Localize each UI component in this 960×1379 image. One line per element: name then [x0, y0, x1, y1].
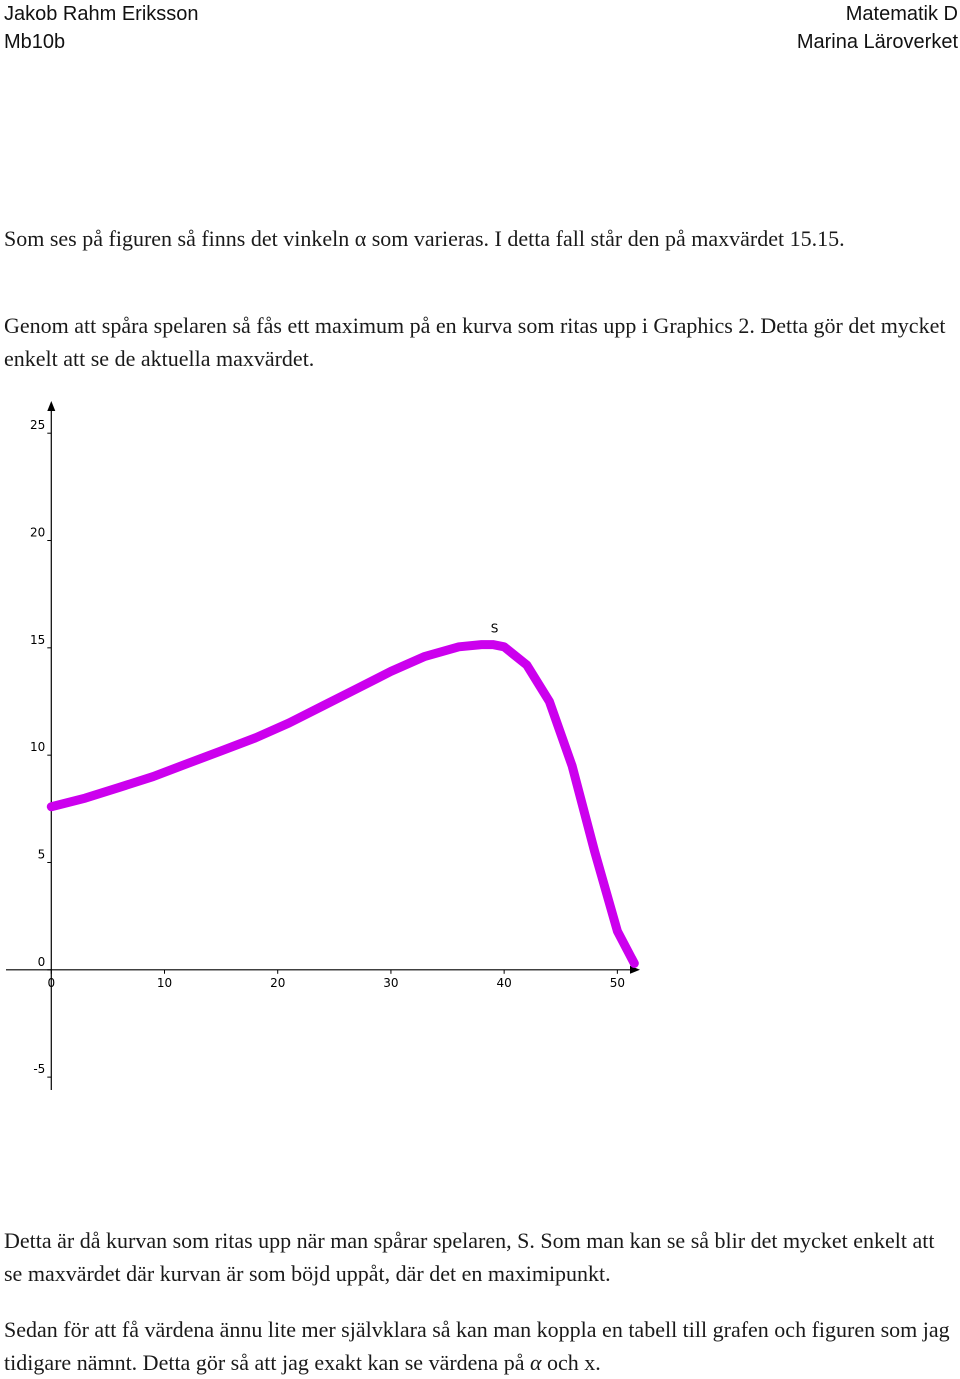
trace-curve	[51, 645, 634, 964]
school-name: Marina Läroverket	[796, 31, 958, 53]
y-tick-label: 15	[30, 632, 46, 647]
y-axis-arrow	[47, 401, 55, 411]
y-tick-label: -5	[33, 1062, 46, 1077]
x-tick-label: 0	[47, 975, 56, 990]
y-tick-label: 5	[37, 847, 46, 862]
x-tick-label: 20	[270, 975, 286, 990]
trace-chart	[0, 395, 645, 1095]
paragraph-table	[4, 1313, 954, 1379]
y-tick-label: 0	[37, 954, 46, 969]
alpha-symbol: α	[529, 1350, 542, 1375]
x-tick-label: 30	[383, 975, 399, 990]
course-name: Matematik D	[845, 3, 958, 25]
y-tick-label: 10	[30, 740, 46, 755]
y-tick-label: 25	[30, 418, 46, 433]
author-name: Jakob Rahm Eriksson	[4, 3, 199, 25]
y-tick-label: 20	[30, 525, 46, 540]
x-tick-label: 40	[496, 975, 512, 990]
chart-axes	[6, 401, 640, 1090]
point-label-s: S	[490, 621, 499, 636]
class-name: Mb10b	[4, 31, 66, 53]
paragraph-curve: Detta är då kurvan som ritas upp när man spårar spelaren, S. Som man kan se så blir det mycket enkelt att se maxvärdet där kurvan är som böjd uppåt, där det en maximipunkt.	[4, 1228, 935, 1286]
header-right	[797, 0, 958, 56]
p4-text-end: och x.	[541, 1350, 601, 1375]
x-ticks	[47, 970, 625, 990]
paragraph-tracing: Genom att spåra spelaren så fås ett maximum på en kurva som ritas upp i Graphics 2. Detta gör det mycket enkelt att se de aktuella maxvärdet.	[4, 313, 946, 371]
x-tick-label: 50	[609, 975, 625, 990]
p4-text-start: Sedan för att få värdena ännu lite mer självklara så kan man koppla en tabell till grafen och figuren som jag tidigare nämnt. Detta gör så att jag exakt kan se värdena på	[4, 1317, 950, 1375]
paragraph-intro: Som ses på figuren så finns det vinkeln α som varieras. I detta fall står den på maxvärdet 15.15.	[4, 226, 845, 251]
header-left	[4, 0, 199, 56]
x-tick-label: 10	[156, 975, 173, 990]
